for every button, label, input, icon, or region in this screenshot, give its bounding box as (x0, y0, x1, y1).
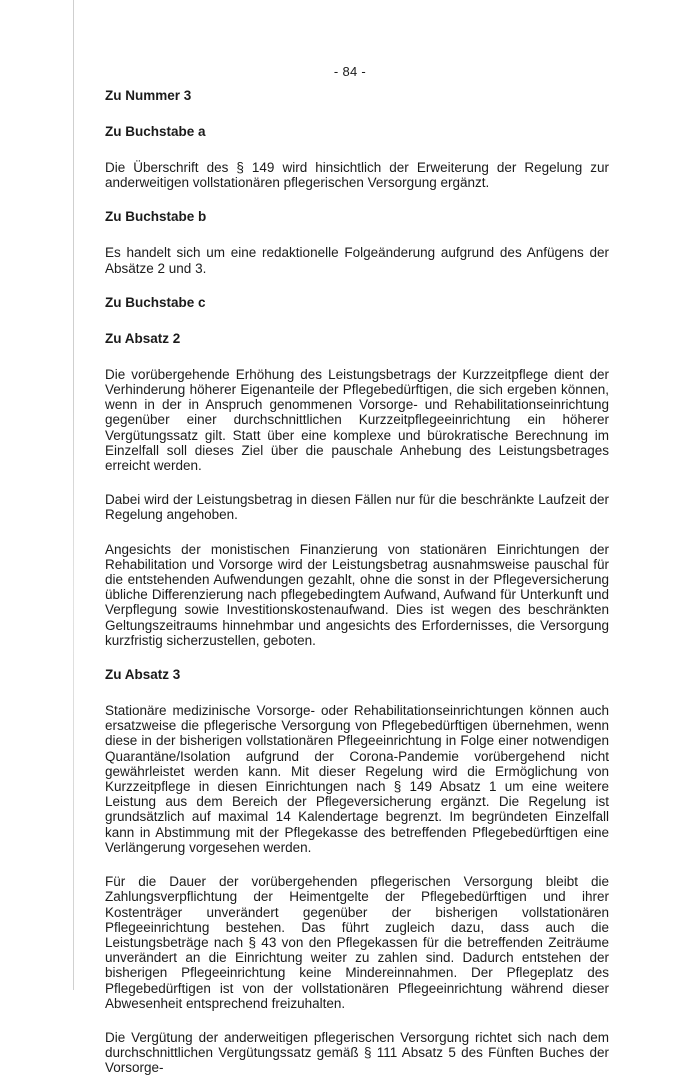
document-body (105, 88, 609, 1076)
heading-zu-absatz-2: Zu Absatz 2 (105, 330, 181, 346)
paragraph-absatz-2-3: Angesichts der monistischen Finanzierung von stationären Einrichtungen der Rehabilitation und Vorsorge wird der Leistungsbetrag ausnahmsweise pauschal für die entstehenden Aufwendungen gezahlt, ohne die sonst in der Pflegeversicherung übliche Differenzierung nach pflegebedingtem Aufwand, Aufwand für Unterkunft und Verpflegung sowie Investitionskostenaufwand. Dies ist wegen des beschränkten Geltungszeitraums hinnehmbar und angesichts des Erfordernisses, die Versorgung kurzfristig sicherzustellen, geboten. (105, 541, 609, 648)
paragraph-absatz-3-3: Die Vergütung der anderweitigen pflegerischen Versorgung richtet sich nach dem durchschnittlichen Vergütungssatz gemäß § 111 Absatz 5 des Fünften Buches der Vorsorge- (105, 1029, 609, 1076)
heading-zu-absatz-3: Zu Absatz 3 (105, 667, 181, 683)
paragraph-absatz-2-2: Dabei wird der Leistungsbetrag in diesen Fällen nur für die beschränkte Laufzeit der Regelung angehoben. (105, 492, 609, 523)
paragraph-absatz-3-2: Für die Dauer der vorübergehenden pflegerischen Versorgung bleibt die Zahlungsverpflichtung der Heimentgelte der Pflegebedürftigen und ihrer Kostenträger unverändert gegenüber der bisherigen vollstationären Pflegeeinrichtung bestehen. Das führt zugleich dazu, dass auch die Leistungsbeträge nach § 43 von den Pflegekassen für die betreffenden Zeiträume unverändert an die Einrichtung weiter zu zahlen sind. Dadurch entstehen der bisherigen Pflegeeinrichtung keine Mindereinnahmen. Der Pflegeplatz des Pflegebedürftigen ist von der vollstationären Pflegeeinrichtung während dieser Abwesenheit entsprechend freizuhalten. (105, 874, 609, 1011)
heading-zu-buchstabe-c: Zu Buchstabe c (105, 294, 206, 310)
heading-zu-nummer-3: Zu Nummer 3 (105, 88, 192, 103)
heading-zu-buchstabe-a: Zu Buchstabe a (105, 124, 206, 139)
paragraph-buchstabe-a: Die Überschrift des § 149 wird hinsichtlich der Erweiterung der Regelung zur anderweitigen vollstationären pflegerischen Versorgung ergänzt. (105, 160, 609, 191)
paragraph-absatz-3-1: Stationäre medizinische Vorsorge- oder Rehabilitationseinrichtungen können auch ersatzweise die pflegerische Versorgung von Pflegebedürftigen übernehmen, wenn diese in der bisherigen vollstationären Pflegeeinrichtung in Folge einer notwendigen Quarantäne/Isolation aufgrund der Corona-Pandemie vorübergehend nicht gewährleistet werden kann. Mit dieser Regelung wird die Ermöglichung von Kurzzeitpflege in diesen Einrichtungen nach § 149 Absatz 1 um eine weitere Leistung aus dem Bereich der Pflegeversicherung ergänzt. Die Regelung ist grundsätzlich auf maximal 14 Kalendertage begrenzt. Im begründeten Einzelfall kann in Abstimmung mit der Pflegekasse des betreffenden Pflegebedürftigen eine Verlängerung vorgesehen werden. (105, 703, 609, 855)
heading-zu-buchstabe-b: Zu Buchstabe b (105, 209, 207, 225)
page-number: - 84 - (333, 64, 367, 79)
paragraph-buchstabe-b: Es handelt sich um eine redaktionelle Folgeänderung aufgrund des Anfügens der Absätze 2 und 3. (105, 245, 609, 276)
scan-margin-line (73, 0, 74, 990)
paragraph-absatz-2-1: Die vorübergehende Erhöhung des Leistungsbetrags der Kurzzeitpflege dient der Verhinderung höherer Eigenanteile der Pflegebedürftigen, die sich ergeben können, wenn in der in Anspruch genommenen Vorsorge- und Rehabilitationseinrichtung gegenüber einer durchschnittlichen Kurzzeitpflegeeinrichtung ein höherer Vergütungssatz gilt. Statt über eine komplexe und bürokratische Berechnung im Einzelfall soll dieses Ziel über die pauschale Anhebung des Leistungsbetrages erreicht werden. (105, 366, 609, 474)
